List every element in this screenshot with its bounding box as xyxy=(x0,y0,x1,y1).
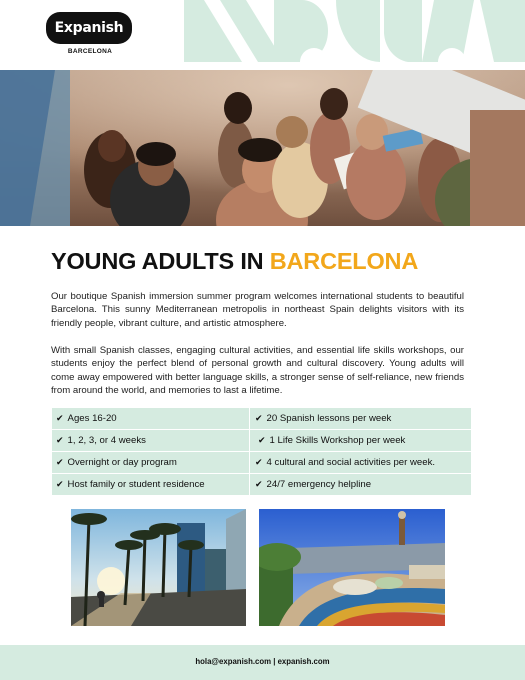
feature-label: Ages 16-20 xyxy=(67,413,117,424)
feature-label: 4 cultural and social activities per week. xyxy=(266,457,436,468)
feature-item xyxy=(52,474,249,495)
feature-item xyxy=(52,452,249,473)
photo-park-guell xyxy=(259,509,445,626)
check-icon: ✔ xyxy=(56,436,64,446)
check-icon: ✔ xyxy=(56,480,64,490)
intro-paragraph: Our boutique Spanish immersion summer program welcomes international students to beautiful Barcelona. This sunny Mediterranean metropolis in northeast Spain delights visitors with its friendly people, vibrant culture, and artistic atmosphere. xyxy=(51,291,464,329)
footer-contact xyxy=(0,657,525,666)
footer-email-link[interactable]: hola@expanish.com xyxy=(195,657,272,666)
footer xyxy=(0,645,525,680)
feature-item xyxy=(250,474,471,495)
program-paragraph: With small Spanish classes, engaging cultural activities, and essential life skills workshops, our students enjoy the perfect blend of personal growth and cultural discovery. Young adults will come away empowered with better language skills, a stronger sense of self-reliance, new friends from around the world, and memories to last a lifetime. xyxy=(51,345,464,397)
hero-photo-students xyxy=(0,70,525,226)
feature-item xyxy=(52,408,249,429)
feature-label: 1, 2, 3, or 4 weeks xyxy=(67,435,146,446)
feature-item xyxy=(52,430,249,451)
check-icon: ✔ xyxy=(56,414,64,424)
feature-label: 24/7 emergency helpline xyxy=(266,479,372,490)
page-title xyxy=(51,248,418,275)
check-icon: ✔ xyxy=(258,436,266,446)
feature-label: Overnight or day program xyxy=(67,457,177,468)
decorative-pattern xyxy=(184,0,525,62)
feature-label: 20 Spanish lessons per week xyxy=(266,413,392,424)
title-accent: BARCELONA xyxy=(269,248,419,274)
photo-palm-promenade xyxy=(71,509,246,626)
feature-item xyxy=(250,408,471,429)
park-guell-image xyxy=(259,509,445,626)
check-icon: ✔ xyxy=(255,480,263,490)
check-icon: ✔ xyxy=(255,414,263,424)
features-grid xyxy=(52,408,471,495)
feature-label: Host family or student residence xyxy=(67,479,205,490)
logo-badge: Expanish xyxy=(46,12,132,44)
feature-label: 1 Life Skills Workshop per week xyxy=(269,435,406,446)
hero-photo xyxy=(0,70,525,226)
feature-item xyxy=(250,430,471,451)
feature-item xyxy=(250,452,471,473)
footer-separator: | xyxy=(273,657,276,666)
check-icon: ✔ xyxy=(255,458,263,468)
logo-city: BARCELONA xyxy=(67,48,113,55)
brand-logo xyxy=(46,12,134,55)
footer-website-link[interactable]: expanish.com xyxy=(277,657,330,666)
palm-promenade-image xyxy=(71,509,246,626)
title-main: YOUNG ADULTS IN xyxy=(51,248,270,274)
check-icon: ✔ xyxy=(56,458,64,468)
header xyxy=(0,0,525,70)
